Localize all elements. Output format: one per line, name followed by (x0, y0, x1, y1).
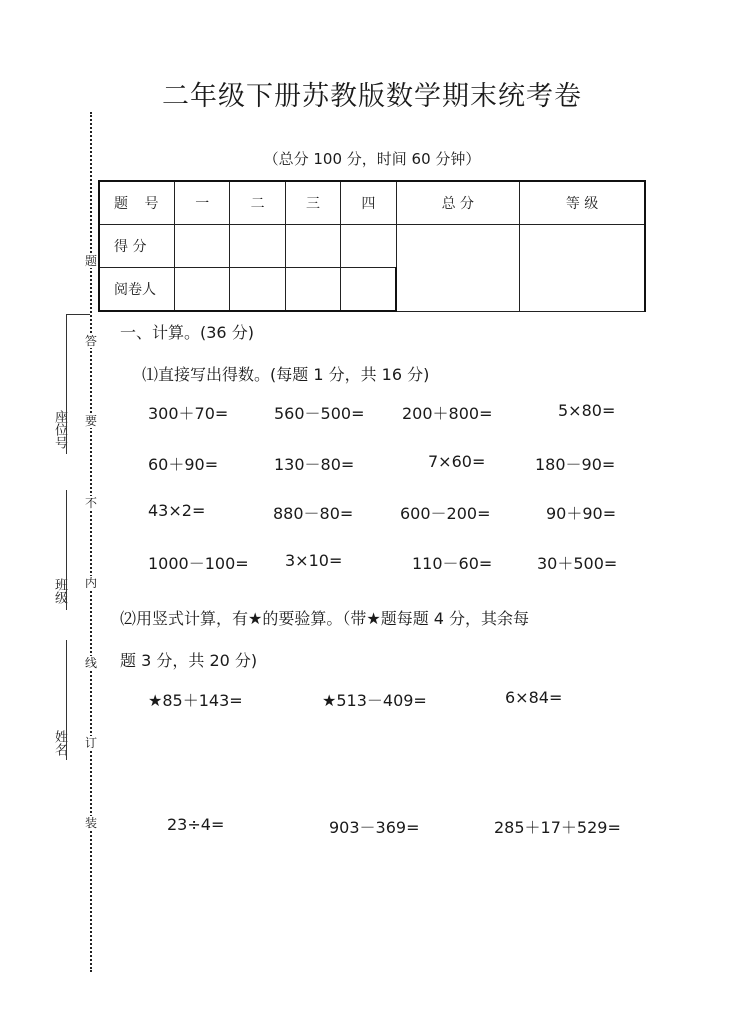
problem: 130－80= (274, 455, 355, 474)
binding-char: 订 (84, 736, 97, 750)
part2-instruction: ⑵用竖式计算，有★的要验算。（带★题每题 4 分，其余每 (120, 609, 530, 628)
name-blank[interactable] (66, 640, 67, 760)
problem: 5×80= (558, 401, 616, 420)
seat-number-underline (66, 314, 90, 315)
problem: 300＋70= (148, 404, 229, 423)
header-cell: 三 (285, 181, 340, 225)
problem: 200＋800= (402, 404, 493, 423)
problem: 110－60= (412, 554, 493, 573)
header-cell: 四 (341, 181, 396, 225)
score-table (98, 180, 646, 312)
binding-char: 题 (84, 254, 97, 268)
vertical-calc-problem: ★85＋143= (148, 691, 243, 710)
header-cell: 二 (230, 181, 285, 225)
table-row (99, 225, 645, 268)
part2-instruction-cont: 题 3 分，共 20 分) (120, 651, 258, 670)
grader-cell[interactable] (341, 268, 396, 312)
vertical-calc-problem: 903－369= (329, 818, 420, 837)
problem: 7×60= (428, 452, 486, 471)
problem: 60＋90= (148, 455, 219, 474)
binding-char: 装 (84, 816, 97, 830)
binding-char: 内 (84, 576, 97, 590)
header-cell: 等 级 (520, 181, 645, 225)
binding-char: 要 (84, 414, 97, 428)
grader-cell[interactable] (285, 268, 340, 312)
grader-cell[interactable] (230, 268, 285, 312)
problem: 560－500= (274, 404, 365, 423)
problem: 43×2= (148, 501, 206, 520)
seat-number-blank[interactable] (66, 314, 67, 454)
row-label: 阅卷人 (99, 268, 175, 312)
binding-char: 线 (84, 656, 97, 670)
score-cell[interactable] (341, 225, 396, 268)
vertical-calc-problem: ★513－409= (322, 691, 427, 710)
problem: 180－90= (535, 455, 616, 474)
problem: 3×10= (285, 551, 343, 570)
class-blank[interactable] (66, 490, 67, 610)
binding-dotted-line (90, 112, 92, 972)
vertical-calc-problem: 23÷4= (167, 815, 225, 834)
problem: 30＋500= (537, 554, 618, 573)
part1-instruction: ⑴直接写出得数。(每题 1 分，共 16 分) (142, 365, 430, 384)
table-header-row (99, 181, 645, 225)
seat-number-label: 座位号 (52, 410, 67, 449)
grader-cell[interactable] (175, 268, 230, 312)
section-heading: 一、计算。(36 分) (120, 323, 254, 342)
problem: 1000－100= (148, 554, 249, 573)
problem: 600－200= (400, 504, 491, 523)
total-score-cell[interactable] (396, 225, 520, 312)
binding-char: 不 (84, 496, 97, 510)
grade-cell[interactable] (520, 225, 645, 312)
exam-subtitle: （总分 100 分，时间 60 分钟） (263, 150, 481, 168)
name-label: 姓名 (52, 730, 67, 756)
vertical-calc-problem: 6×84= (505, 688, 563, 707)
header-cell: 题 号 (99, 181, 175, 225)
header-cell: 总 分 (396, 181, 520, 225)
exam-title: 二年级下册苏教版数学期末统考卷 (162, 81, 582, 112)
binding-char: 答 (84, 334, 97, 348)
problem: 90＋90= (546, 504, 617, 523)
vertical-calc-problem: 285＋17＋529= (494, 818, 621, 837)
problem: 880－80= (273, 504, 354, 523)
class-label: 班级 (52, 578, 67, 604)
header-cell: 一 (175, 181, 230, 225)
score-cell[interactable] (175, 225, 230, 268)
row-label: 得 分 (99, 225, 175, 268)
score-cell[interactable] (285, 225, 340, 268)
score-cell[interactable] (230, 225, 285, 268)
